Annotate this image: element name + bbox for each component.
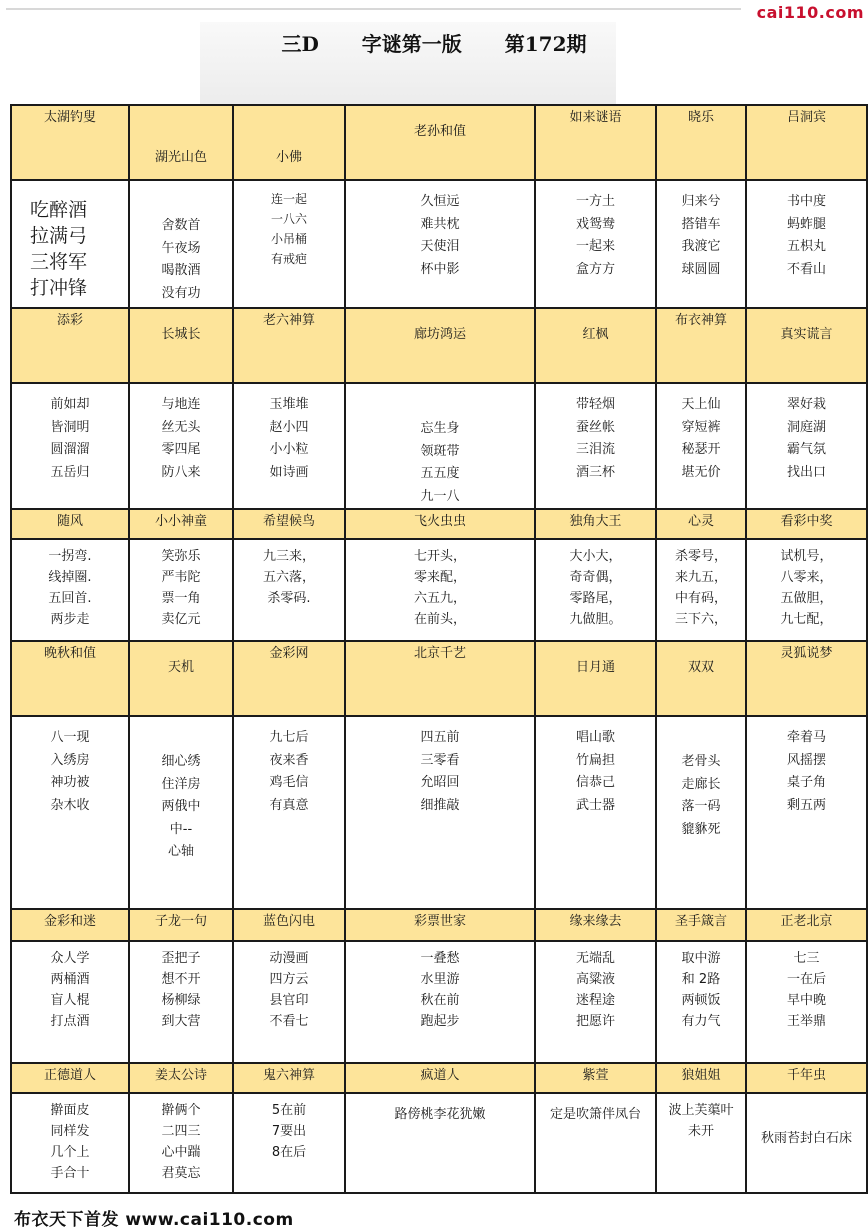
riddle-cell <box>535 180 656 308</box>
riddle-cell <box>656 1093 746 1193</box>
riddle-cell <box>11 716 129 909</box>
riddle-cell <box>656 941 746 1063</box>
riddle-line: 洞庭湖 <box>786 419 826 435</box>
riddle-line: 皆洞明 <box>50 419 90 435</box>
column-header: 添彩 <box>11 308 129 383</box>
riddle-line: 四五前 <box>420 730 460 745</box>
riddle-line: 5在前 <box>271 1103 307 1118</box>
riddle-line: 归来兮 <box>681 194 721 209</box>
riddle-line: 严韦陀 <box>161 570 201 585</box>
column-header: 廊坊鸿运 <box>345 308 535 383</box>
riddle-line: 球圆圆 <box>681 261 721 277</box>
riddle-line: 细推敲 <box>420 797 460 813</box>
riddle-cell <box>345 1093 535 1193</box>
riddle-line: 一八六 <box>270 212 307 226</box>
riddle-line: 搭错车 <box>681 216 721 232</box>
riddle-cell <box>345 180 535 308</box>
riddle-cell <box>129 180 233 308</box>
riddle-line: 戏鸳鸯 <box>575 216 615 232</box>
top-rule <box>6 8 741 10</box>
riddle-line: 中-- <box>169 821 193 837</box>
column-header: 湖光山色 <box>129 105 233 180</box>
riddle-line: 取中游 <box>681 951 721 966</box>
riddle-line: 水里游 <box>420 972 460 987</box>
riddle-line: 霸气氛 <box>786 442 826 457</box>
column-header: 蓝色闪电 <box>233 909 345 941</box>
riddle-cell <box>129 941 233 1063</box>
riddle-line: 杯中影 <box>420 261 460 277</box>
riddle-line: 两步走 <box>50 612 90 627</box>
riddle-cell <box>11 383 129 509</box>
riddle-line: 盒方方 <box>575 261 615 277</box>
column-header: 灵狐说梦 <box>746 641 867 716</box>
column-header: 日月通 <box>535 641 656 716</box>
header-row <box>11 641 867 716</box>
riddle-line: 高粱液 <box>575 972 615 987</box>
riddle-line: 擀俩个 <box>161 1103 201 1118</box>
column-header: 晓乐 <box>656 105 746 180</box>
riddle-line: 一起来 <box>575 239 615 254</box>
column-header: 正德道人 <box>11 1063 129 1093</box>
riddle-line: 忘生身 <box>420 421 460 436</box>
riddle-cell <box>535 383 656 509</box>
riddle-line: 三泪流 <box>575 442 615 457</box>
riddle-line: 翠好栽 <box>786 397 826 412</box>
riddle-line: 小小粒 <box>269 442 309 457</box>
column-header: 老六神算 <box>233 308 345 383</box>
column-header: 布衣神算 <box>656 308 746 383</box>
riddle-cell <box>345 941 535 1063</box>
riddle-line: 难共枕 <box>420 216 460 232</box>
riddle-line: 秘瑟开 <box>681 442 721 457</box>
riddle-line: 擀面皮 <box>50 1103 90 1118</box>
riddle-line: 来九五， <box>674 570 727 585</box>
riddle-cell <box>746 539 867 641</box>
footer-text[interactable]: 布衣天下首发 www.cai110.com <box>14 1210 294 1230</box>
riddle-line: 连一起 <box>270 192 307 206</box>
riddle-line: 无端乱 <box>575 951 615 966</box>
riddle-line: 久恒远 <box>420 194 460 209</box>
riddle-line: 中有码， <box>674 591 727 606</box>
riddle-cell <box>129 383 233 509</box>
riddle-line: 九做胆。 <box>569 612 622 627</box>
riddle-line: 大小大， <box>569 549 622 564</box>
header-row <box>11 308 867 383</box>
riddle-line: 天上仙 <box>681 397 721 412</box>
riddle-line: 老骨头 <box>681 754 721 769</box>
riddle-line: 试机号， <box>780 549 833 564</box>
riddle-line: 剩五两 <box>786 797 826 813</box>
riddle-line: 住洋房 <box>161 776 201 792</box>
riddle-line: 鸡毛信 <box>269 775 309 790</box>
riddle-line: 午夜场 <box>161 240 201 256</box>
riddle-line: 县官印 <box>269 993 309 1008</box>
column-header: 金彩网 <box>233 641 345 716</box>
column-header: 独角大王 <box>535 509 656 539</box>
column-header: 圣手箴言 <box>656 909 746 941</box>
riddle-line: 票一角 <box>161 591 201 606</box>
riddle-line: 赵小四 <box>269 419 309 435</box>
riddle-line: 两桶酒 <box>50 972 90 987</box>
column-header: 天机 <box>129 641 233 716</box>
riddle-line: 未开 <box>687 1124 714 1139</box>
riddle-cell <box>535 1093 656 1193</box>
column-header: 看彩中奖 <box>746 509 867 539</box>
column-header: 千年虫 <box>746 1063 867 1093</box>
riddle-line: 心中踹 <box>161 1145 201 1160</box>
column-header: 希望候鸟 <box>233 509 345 539</box>
riddle-line: 有戒疤 <box>270 252 307 266</box>
riddle-line: 波上芙蕖叶 <box>668 1103 734 1118</box>
riddle-line: 三零看 <box>420 752 460 768</box>
column-header: 紫萱 <box>535 1063 656 1093</box>
column-header: 晚秋和值 <box>11 641 129 716</box>
riddle-line: 穿短裤 <box>681 419 721 435</box>
riddle-line: 丝无头 <box>161 419 201 435</box>
riddle-line: 九三来， <box>262 549 315 564</box>
riddle-line: 五回首. <box>48 591 92 606</box>
riddle-row <box>11 716 867 909</box>
riddle-line: 一拐弯. <box>48 549 92 564</box>
riddle-line: 如诗画 <box>269 464 309 480</box>
riddle-line: 到大营 <box>161 1014 201 1029</box>
riddle-cell <box>129 1093 233 1193</box>
riddle-line: 杀零号， <box>674 549 727 564</box>
riddle-line: 两俄中 <box>161 799 201 814</box>
riddle-line: 杨柳绿 <box>161 993 201 1008</box>
riddle-line: 三下六， <box>674 612 727 627</box>
page-title <box>0 28 868 57</box>
riddle-line: 貔貅死 <box>681 821 721 837</box>
riddle-line: 领斑带 <box>420 443 460 459</box>
riddle-table <box>10 104 868 1194</box>
column-header: 太湖钓叟 <box>11 105 129 180</box>
riddle-line: 与地连 <box>161 397 201 412</box>
riddle-cell <box>233 1093 345 1193</box>
riddle-line: 君莫忘 <box>161 1166 201 1181</box>
riddle-line: 信恭己 <box>575 775 615 790</box>
riddle-line: 玉堆堆 <box>269 397 309 412</box>
riddle-line: 笑弥乐 <box>161 549 201 564</box>
riddle-cell <box>656 539 746 641</box>
riddle-line: 吃醉酒 <box>30 199 88 221</box>
riddle-line: 喝散酒 <box>161 263 201 278</box>
column-header: 北京千艺 <box>345 641 535 716</box>
riddle-line: 细心绣 <box>161 754 201 769</box>
riddle-cell <box>345 716 535 909</box>
riddle-line: 不看山 <box>786 261 826 277</box>
riddle-line: 九七后 <box>269 730 309 745</box>
riddle-line: 卖亿元 <box>161 612 201 627</box>
riddle-line: 二四三 <box>161 1124 201 1139</box>
riddle-cell <box>746 383 867 509</box>
riddle-line: 盲人棍 <box>50 993 90 1008</box>
riddle-line: 五枳丸 <box>786 239 826 254</box>
column-header: 长城长 <box>129 308 233 383</box>
riddle-cell <box>535 539 656 641</box>
riddle-line: 走廊长 <box>681 776 721 792</box>
riddle-row <box>11 383 867 509</box>
riddle-cell <box>129 539 233 641</box>
riddle-line: 神功被 <box>50 775 90 790</box>
column-header: 随风 <box>11 509 129 539</box>
riddle-cell <box>129 716 233 909</box>
riddle-line: 8在后 <box>271 1145 307 1160</box>
riddle-line: 五六落， <box>262 570 315 585</box>
riddle-cell <box>746 1093 867 1193</box>
column-header: 金彩和迷 <box>11 909 129 941</box>
riddle-line: 入绣房 <box>50 752 90 768</box>
riddle-cell <box>233 941 345 1063</box>
riddle-line: 线掉圈. <box>48 570 92 585</box>
riddle-line: 拉满弓 <box>30 225 88 247</box>
riddle-cell <box>535 716 656 909</box>
site-logo[interactable]: cai110.com <box>756 3 864 22</box>
riddle-line: 九七配， <box>780 612 833 627</box>
column-header: 双双 <box>656 641 746 716</box>
riddle-line: 找出口 <box>786 464 826 480</box>
riddle-cell <box>656 383 746 509</box>
riddle-line: 一在后 <box>786 972 826 987</box>
riddle-cell <box>233 383 345 509</box>
riddle-line: 几个上 <box>50 1145 90 1160</box>
riddle-cell <box>233 716 345 909</box>
column-header: 彩票世家 <box>345 909 535 941</box>
riddle-cell <box>11 180 129 308</box>
riddle-line: 四方云 <box>269 972 309 987</box>
riddle-cell <box>233 180 345 308</box>
riddle-line: 竹扁担 <box>575 752 615 768</box>
riddle-line: 迷程途 <box>575 993 615 1008</box>
riddle-line: 唱山歌 <box>575 730 615 745</box>
riddle-line: 六五九， <box>413 591 466 606</box>
riddle-line: 路傍桃李花犹嫩 <box>394 1107 486 1122</box>
riddle-line: 书中度 <box>786 194 826 209</box>
riddle-line: 打冲锋 <box>30 277 88 299</box>
header-row <box>11 105 867 180</box>
title-prefix: 三D <box>281 32 319 56</box>
riddle-cell <box>746 716 867 909</box>
riddle-line: 落一码 <box>681 799 721 814</box>
riddle-cell <box>11 539 129 641</box>
riddle-line: 五岳归 <box>50 464 90 480</box>
riddle-line: 堪无价 <box>681 464 721 480</box>
riddle-row <box>11 180 867 308</box>
column-header: 心灵 <box>656 509 746 539</box>
riddle-line: 在前头， <box>413 612 466 627</box>
riddle-line: 零路尾， <box>569 591 622 606</box>
riddle-line: 三将军 <box>30 251 88 273</box>
riddle-line: 一方土 <box>575 194 615 209</box>
riddle-line: 众人学 <box>50 951 90 966</box>
riddle-line: 蚕丝帐 <box>575 419 615 435</box>
riddle-cell <box>233 539 345 641</box>
riddle-line: 定是吹箫伴凤台 <box>549 1107 641 1122</box>
riddle-cell <box>535 941 656 1063</box>
riddle-line: 牵着马 <box>786 730 826 745</box>
riddle-line: 七开头， <box>413 549 466 564</box>
riddle-line: 秋在前 <box>420 993 460 1008</box>
riddle-line: 奇奇偶， <box>569 570 622 585</box>
riddle-line: 夜来香 <box>269 752 309 768</box>
riddle-row <box>11 1093 867 1193</box>
riddle-line: 杀零码. <box>267 591 311 606</box>
column-header: 红枫 <box>535 308 656 383</box>
riddle-line: 桌子角 <box>786 775 826 790</box>
riddle-cell <box>345 383 535 509</box>
column-header: 真实谎言 <box>746 308 867 383</box>
riddle-line: 动漫画 <box>269 951 309 966</box>
riddle-cell <box>656 716 746 909</box>
header-row <box>11 509 867 539</box>
riddle-line: 手合十 <box>50 1166 90 1181</box>
riddle-line: 秋雨苔封白石床 <box>760 1131 852 1146</box>
column-header: 老孙和值 <box>345 105 535 180</box>
riddle-line: 八一现 <box>50 730 90 745</box>
riddle-line: 酒三杯 <box>575 464 615 480</box>
riddle-line: 天使泪 <box>420 239 460 254</box>
riddle-line: 王举鼎 <box>786 1014 826 1029</box>
title-main: 字谜第一版 <box>361 32 462 56</box>
riddle-line: 早中晚 <box>786 993 826 1008</box>
riddle-line: 蚂蚱腿 <box>786 216 826 232</box>
riddle-cell <box>11 1093 129 1193</box>
column-header: 缘来缘去 <box>535 909 656 941</box>
riddle-line: 允昭回 <box>420 775 460 790</box>
riddle-line: 打点酒 <box>50 1014 90 1029</box>
column-header: 子龙一句 <box>129 909 233 941</box>
column-header: 小佛 <box>233 105 345 180</box>
title-issue: 第172期 <box>504 32 587 56</box>
riddle-line: 心轴 <box>167 844 194 859</box>
riddle-line: 没有功 <box>161 285 201 301</box>
riddle-cell <box>345 539 535 641</box>
column-header: 狼姐姐 <box>656 1063 746 1093</box>
column-header: 小小神童 <box>129 509 233 539</box>
column-header: 吕洞宾 <box>746 105 867 180</box>
column-header: 如来谜语 <box>535 105 656 180</box>
riddle-row <box>11 941 867 1063</box>
riddle-cell <box>11 941 129 1063</box>
riddle-line: 不看七 <box>269 1014 309 1029</box>
riddle-line: 零四尾 <box>161 442 201 457</box>
column-header: 姜太公诗 <box>129 1063 233 1093</box>
riddle-line: 舍数首 <box>161 218 201 233</box>
riddle-line: 和 2路 <box>681 972 721 987</box>
riddle-line: 把愿许 <box>575 1014 615 1029</box>
riddle-cell <box>656 180 746 308</box>
riddle-line: 零来配， <box>413 570 466 585</box>
riddle-line: 想不开 <box>161 972 201 987</box>
riddle-line: 带轻烟 <box>575 397 615 412</box>
riddle-line: 7要出 <box>271 1124 307 1139</box>
riddle-line: 武士器 <box>575 797 615 813</box>
riddle-line: 同样发 <box>50 1124 90 1139</box>
riddle-line: 五五度 <box>420 466 460 481</box>
riddle-line: 两顿饭 <box>681 993 721 1008</box>
riddle-line: 有力气 <box>681 1014 721 1029</box>
riddle-line: 杂木收 <box>50 797 90 813</box>
header-row <box>11 1063 867 1093</box>
riddle-line: 我渡它 <box>681 239 721 254</box>
riddle-line: 前如却 <box>50 397 90 412</box>
column-header: 正老北京 <box>746 909 867 941</box>
riddle-line: 歪把子 <box>161 951 201 966</box>
column-header: 疯道人 <box>345 1063 535 1093</box>
header-row <box>11 909 867 941</box>
riddle-line: 五做胆， <box>780 591 833 606</box>
riddle-line: 防八来 <box>161 464 201 480</box>
riddle-line: 一叠愁 <box>420 951 460 966</box>
riddle-line: 跑起步 <box>420 1014 460 1029</box>
riddle-line: 七三 <box>793 951 820 966</box>
riddle-line: 八零来， <box>780 570 833 585</box>
riddle-line: 小吊桶 <box>270 232 307 246</box>
riddle-line: 圆溜溜 <box>50 442 90 457</box>
riddle-line: 有真意 <box>269 797 309 813</box>
riddle-line: 九一八 <box>420 488 460 504</box>
column-header: 飞火虫虫 <box>345 509 535 539</box>
riddle-cell <box>746 941 867 1063</box>
riddle-line: 风摇摆 <box>786 752 826 768</box>
column-header: 鬼六神算 <box>233 1063 345 1093</box>
riddle-row <box>11 539 867 641</box>
riddle-cell <box>746 180 867 308</box>
